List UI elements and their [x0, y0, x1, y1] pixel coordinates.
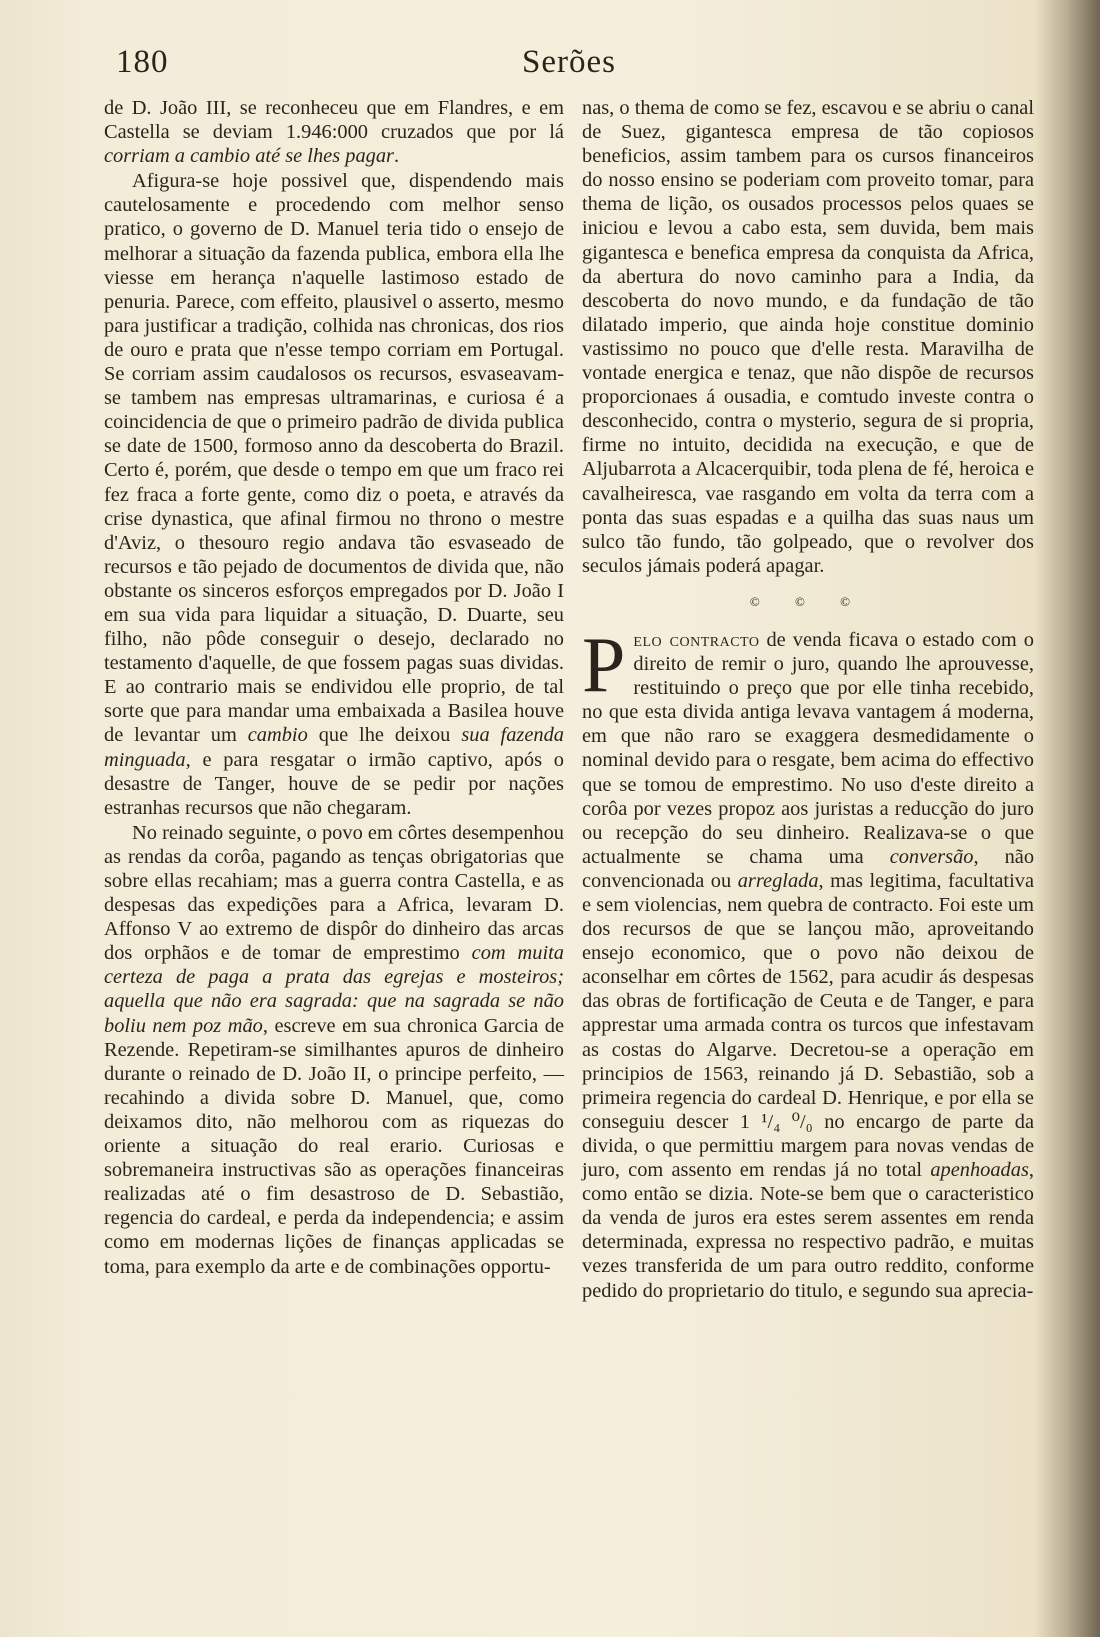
italic-term: apenhoadas: [930, 1159, 1029, 1182]
paragraph: Afigura-se hoje possivel que, dispendendo mais cautelosamente e procedendo com melhor senso pratico, o governo de D. Manuel teria tido o ensejo de melhorar a situação da fazenda publica, embora ella lhe viesse em herança n'aquelle lastimoso estado de penuria. Parece, com effeito, plausivel o asserto, mesmo para justificar a tradição, colhida nas chronicas, dos rios de ouro e prata que n'esse tempo corriam em Portugal. Se corriam assim caudalosos os recursos, esvaseavam-se tambem nas empresas ultramarinas, e curiosa é a coincidencia de que o primeiro padrão de divida publica se date de 1500, formoso anno da descoberta do Brazil. Certo é, porém, que desde o tempo em que um fraco rei fez fraca a forte gente, como diz o poeta, e através da crise dynastica, que afinal firmou no throno o mestre d'Aviz, o thesouro regio andava tão esvaseado de recursos e tão pejado de documentos de divida que, não obstante os sinceros esforços empregados por D. João I em sua vida para liquidar a situação, D. Duarte, seu filho, não pôde conseguir o desejo, declarado no testamento d'aquelle, de que fossem pagas suas dividas. E ao contrario mais se endividou elle proprio, de tal sorte que para mandar uma embaixada a Basilea houve de levantar um cambio que lhe deixou sua fazenda minguada, e para resgatar o irmão captivo, após o desastre de Tanger, houve de se pedir por nações estranhas recursos que não chegaram.: [104, 170, 564, 819]
italic-term: arreglada: [737, 869, 819, 892]
italic-quote: corriam a cambio até se lhes pagar: [104, 145, 394, 168]
paragraph: de D. João III, se reconheceu que em Flandres, e em Castella se deviam 1.946:000 cruzados que por lá corriam a cambio até se lhes pagar.: [104, 97, 564, 168]
paragraph: Pelo contracto de venda ficava o estado com o direito de remir o juro, quando lhe aprouvesse, restituindo o preço que por elle tinha recebido, no que esta divida antiga levava vantagem á moderna, em que não raro se exaggera desmedidamente o nominal devido para o resgate, bem acima do effectivo que se tomou de emprestimo. No uso d'este direito a corôa por vezes propoz aos juristas a reducção do juro ou recepção do seu dinheiro. Realizava-se o que actualmente se chama uma conversão, não convencionada ou arreglada, mas legitima, facultativa e sem violencias, nem quebra de contracto. Foi este um dos recursos de que se lançou mão, aproveitando ensejo economico, que o povo não deixou de aconselhar em côrtes de 1562, para acudir ás despesas das obras de fortificação de Ceuta e de Tanger, e para apprestar uma armada contra os turcos que infestavam as costas do Algarve. Decretou-se a operação em principios de 1563, reinando já D. Sebastião, sob a primeira regencia do cardeal D. Henrique, e por ella se conseguiu descer 1 ¹/₄ ⁰/₀ no encargo de parte da divida, o que permittiu margem para novas vendas de juro, com assento em rendas já no total apenhoadas, como então se dizia. Note-se bem que o caracteristico da venda de juros era estes serem assentes em renda determinada, expressa no respectivo padrão, e muitas vezes transferida de um para outro reddito, conforme pedido do proprietario do titulo, e segundo sua aprecia-: [582, 620, 1035, 1302]
page-header: [104, 44, 1034, 90]
italic-quote: com muita certeza de paga a prata das egrejas e mosteiros; aquella que não era sagrada: que na sagrada se não boliu nem poz mão: [104, 942, 564, 1037]
lead-in: elo contracto: [633, 628, 760, 651]
right-column: [582, 96, 1034, 1303]
paragraph: nas, o thema de como se fez, escavou e se abriu o canal de Suez, gigantesca empresa de tão copiosos beneficios, assim tambem para os cursos financeiros do nosso ensino se poderiam com proveito tomar, para thema de lição, os ousados processos pelos quaes se iniciou e levou a cabo esta, sem duvida, bem mais gigantesca e benefica empresa da conquista da Africa, da abertura do novo caminho para a India, da descoberta do novo mundo, e da fundação de tão dilatado imperio, que ainda hoje constitue dominio vastissimo no pouco que d'elle resta. Maravilha de vontade energica e tenaz, que não dispõe de recursos proporcionaes á ousadia, e comtudo investe contra o desconhecido, contra o mysterio, segura de si propria, firme no intuito, decidida na execução, e que de Aljubarrota a Alcacerquibir, toda plena de fé, heroica e cavalheiresca, vae rasgando em volta da terra com a ponta das suas espadas e a quilha das suas naus um sulco tão fundo, tão golpeado, que o revolver dos seculos jámais poderá apagar.: [582, 97, 1034, 577]
left-column: [104, 96, 564, 1279]
running-title: Serões: [522, 44, 616, 80]
italic-term: cambio: [247, 724, 308, 747]
italic-term: conversão: [889, 845, 974, 868]
paragraph: No reinado seguinte, o povo em côrtes desempenhou as rendas da corôa, pagando as tenças obrigatorias que sobre ellas recahiam; mas a guerra contra Castella, e as despesas das expedições para a Africa, levaram D. Affonso V ao extremo de dispôr do dinheiro das arcas dos orphãos e de tomar de emprestimo com muita certeza de paga a prata das egrejas e mosteiros; aquella que não era sagrada: que na sagrada se não boliu nem poz mão, escreve em sua chronica Garcia de Rezende. Repetiram-se similhantes apuros de dinheiro durante o reinado de D. João II, o principe perfeito, — recahindo a divida sobre D. Manuel, que, como deixamos dito, não melhorou com as riquezas do oriente a situação do real erario. Curiosas e sobremaneira instructivas são as operações financeiras realizadas até o fim desastroso de D. Sebastião, regencia do cardeal, e perda da independencia; e assim como em modernas lições de finanças applicadas se toma, para exemplo da arte e de combinações opportu-: [104, 821, 564, 1278]
section-ornament: © © ©: [749, 593, 867, 609]
drop-cap: P: [582, 620, 626, 708]
italic-quote: sua fazenda minguada: [104, 724, 564, 771]
page-number: 180: [116, 44, 169, 80]
